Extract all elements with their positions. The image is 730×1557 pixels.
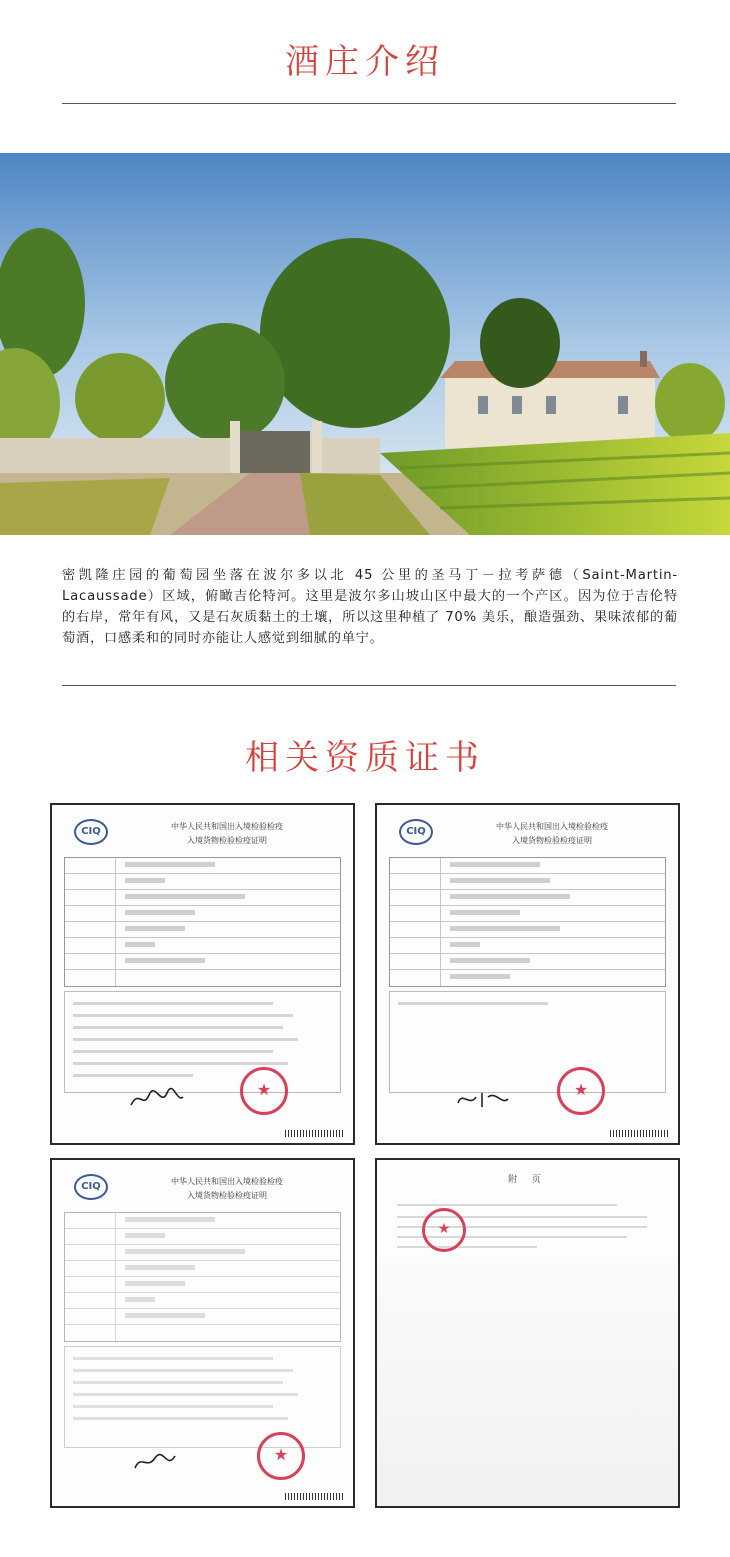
cert-results <box>64 1346 341 1448</box>
divider <box>62 685 676 686</box>
winery-intro: 密凯隆庄园的葡萄园坐落在波尔多以北 45 公里的圣马丁－拉考萨德（Saint-Martin-Lacaussade）区域，俯瞰吉伦特河。这里是波尔多山坡山区中最大的一个产区。因为位于吉伦特的右岸，常年有风，又是石灰质黏土的土壤，所以这里种植了 70% 美乐，酿造强劲、果味浓郁的葡萄酒，口感柔和的同时亦能让人感觉到细腻的单宁。 <box>62 568 678 646</box>
certificates-title: 相关资质证书 <box>245 738 485 778</box>
certificate-image-3 <box>50 1158 355 1508</box>
ciq-logo-icon: CIQ <box>74 1174 108 1200</box>
winery-photo <box>0 153 730 535</box>
ciq-logo-icon: CIQ <box>74 819 108 845</box>
signature <box>127 1087 187 1111</box>
cert-subtitle: 入境货物检验检疫证明 <box>187 1191 267 1200</box>
barcode <box>610 1130 668 1137</box>
signature <box>452 1087 512 1111</box>
cert-header: 中华人民共和国出入境检验检疫 <box>171 1177 283 1186</box>
certificate-image-4 <box>375 1158 680 1508</box>
cert-info-table <box>389 857 666 987</box>
barcode <box>285 1493 343 1500</box>
blank-area <box>377 1256 678 1506</box>
annex-title: 附 页 <box>508 1175 547 1185</box>
red-seal: ★ <box>422 1208 466 1252</box>
cert-header: 中华人民共和国出入境检验检疫 <box>496 822 608 831</box>
red-seal: ★ <box>557 1067 605 1115</box>
signature <box>127 1450 187 1474</box>
cert-header: 中华人民共和国出入境检验检疫 <box>171 822 283 831</box>
cert-subtitle: 入境货物检验检疫证明 <box>187 836 267 845</box>
winery-title: 酒庄介绍 <box>285 42 445 82</box>
cert-info-table <box>64 857 341 987</box>
ciq-logo-icon: CIQ <box>399 819 433 845</box>
cert-subtitle: 入境货物检验检疫证明 <box>512 836 592 845</box>
cert-results <box>389 991 666 1093</box>
cert-results <box>64 991 341 1093</box>
red-seal: ★ <box>257 1432 305 1480</box>
cert-info-table <box>64 1212 341 1342</box>
barcode <box>285 1130 343 1137</box>
certificate-image-1 <box>50 803 355 1145</box>
certificate-image-2 <box>375 803 680 1145</box>
red-seal: ★ <box>240 1067 288 1115</box>
divider <box>62 103 676 104</box>
